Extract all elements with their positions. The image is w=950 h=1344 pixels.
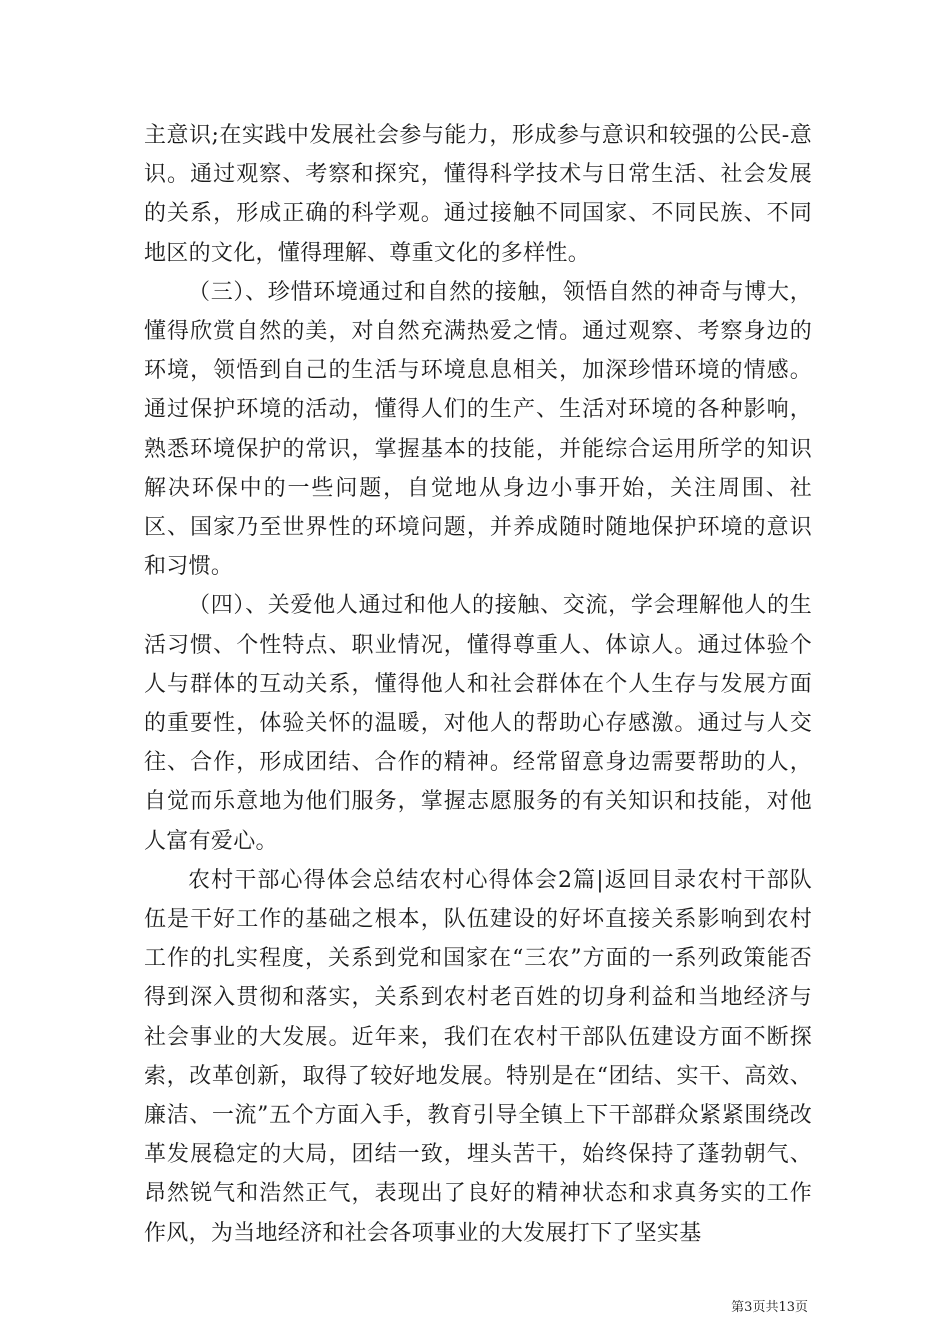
- page-number: 第3页共13页: [731, 1300, 808, 1315]
- paragraph-2: （三）、珍惜环境通过和自然的接触，领悟自然的神奇与博大，懂得欣赏自然的美，对自然充满热爱之情。通过观察、考察身边的环境，领悟到自己的生活与环境息息相关，加深珍惜环境的情感。通过保护环境的活动，懂得人们的生产、生活对环境的各种影响，熟悉环境保护的常识，掌握基本的技能，并能综合运用所学的知识解决环保中的一些问题，自觉地从身边小事开始，关注周围、社区、国家乃至世界性的环境问题，并养成随时随地保护环境的意识和习惯。: [144, 279, 812, 580]
- paragraph-1: 主意识;在实践中发展社会参与能力，形成参与意识和较强的公民-意识。通过观察、考察和探究，懂得科学技术与日常生活、社会发展的关系，形成正确的科学观。通过接触不同国家、不同民族、不同地区的文化，懂得理解、尊重文化的多样性。: [144, 123, 812, 266]
- body-text: [144, 116, 812, 1253]
- paragraph-4: 农村干部心得体会总结农村心得体会2篇|返回目录农村干部队伍是干好工作的基础之根本，队伍建设的好坏直接关系影响到农村工作的扎实程度，关系到党和国家在“三农”方面的一系列政策能否得到深入贯彻和落实，关系到农村老百姓的切身利益和当地经济与社会事业的大发展。近年来，我们在农村干部队伍建设方面不断探索，改革创新，取得了较好地发展。特别是在“团结、实干、高效、廉洁、一流”五个方面入手，教育引导全镇上下干部群众紧紧围绕改革发展稳定的大局，团结一致，埋头苦干，始终保持了蓬勃朝气、昂然锐气和浩然正气，表现出了良好的精神状态和求真务实的工作作风，为当地经济和社会各项事业的大发展打下了坚实基: [144, 867, 812, 1246]
- paragraph-3: （四）、关爱他人通过和他人的接触、交流，学会理解他人的生活习惯、个性特点、职业情况，懂得尊重人、体谅人。通过体验个人与群体的互动关系，懂得他人和社会群体在个人生存与发展方面的重要性，体验关怀的温暖，对他人的帮助心存感激。通过与人交往、合作，形成团结、合作的精神。经常留意身边需要帮助的人，自觉而乐意地为他们服务，掌握志愿服务的有关知识和技能，对他人富有爱心。: [144, 593, 812, 854]
